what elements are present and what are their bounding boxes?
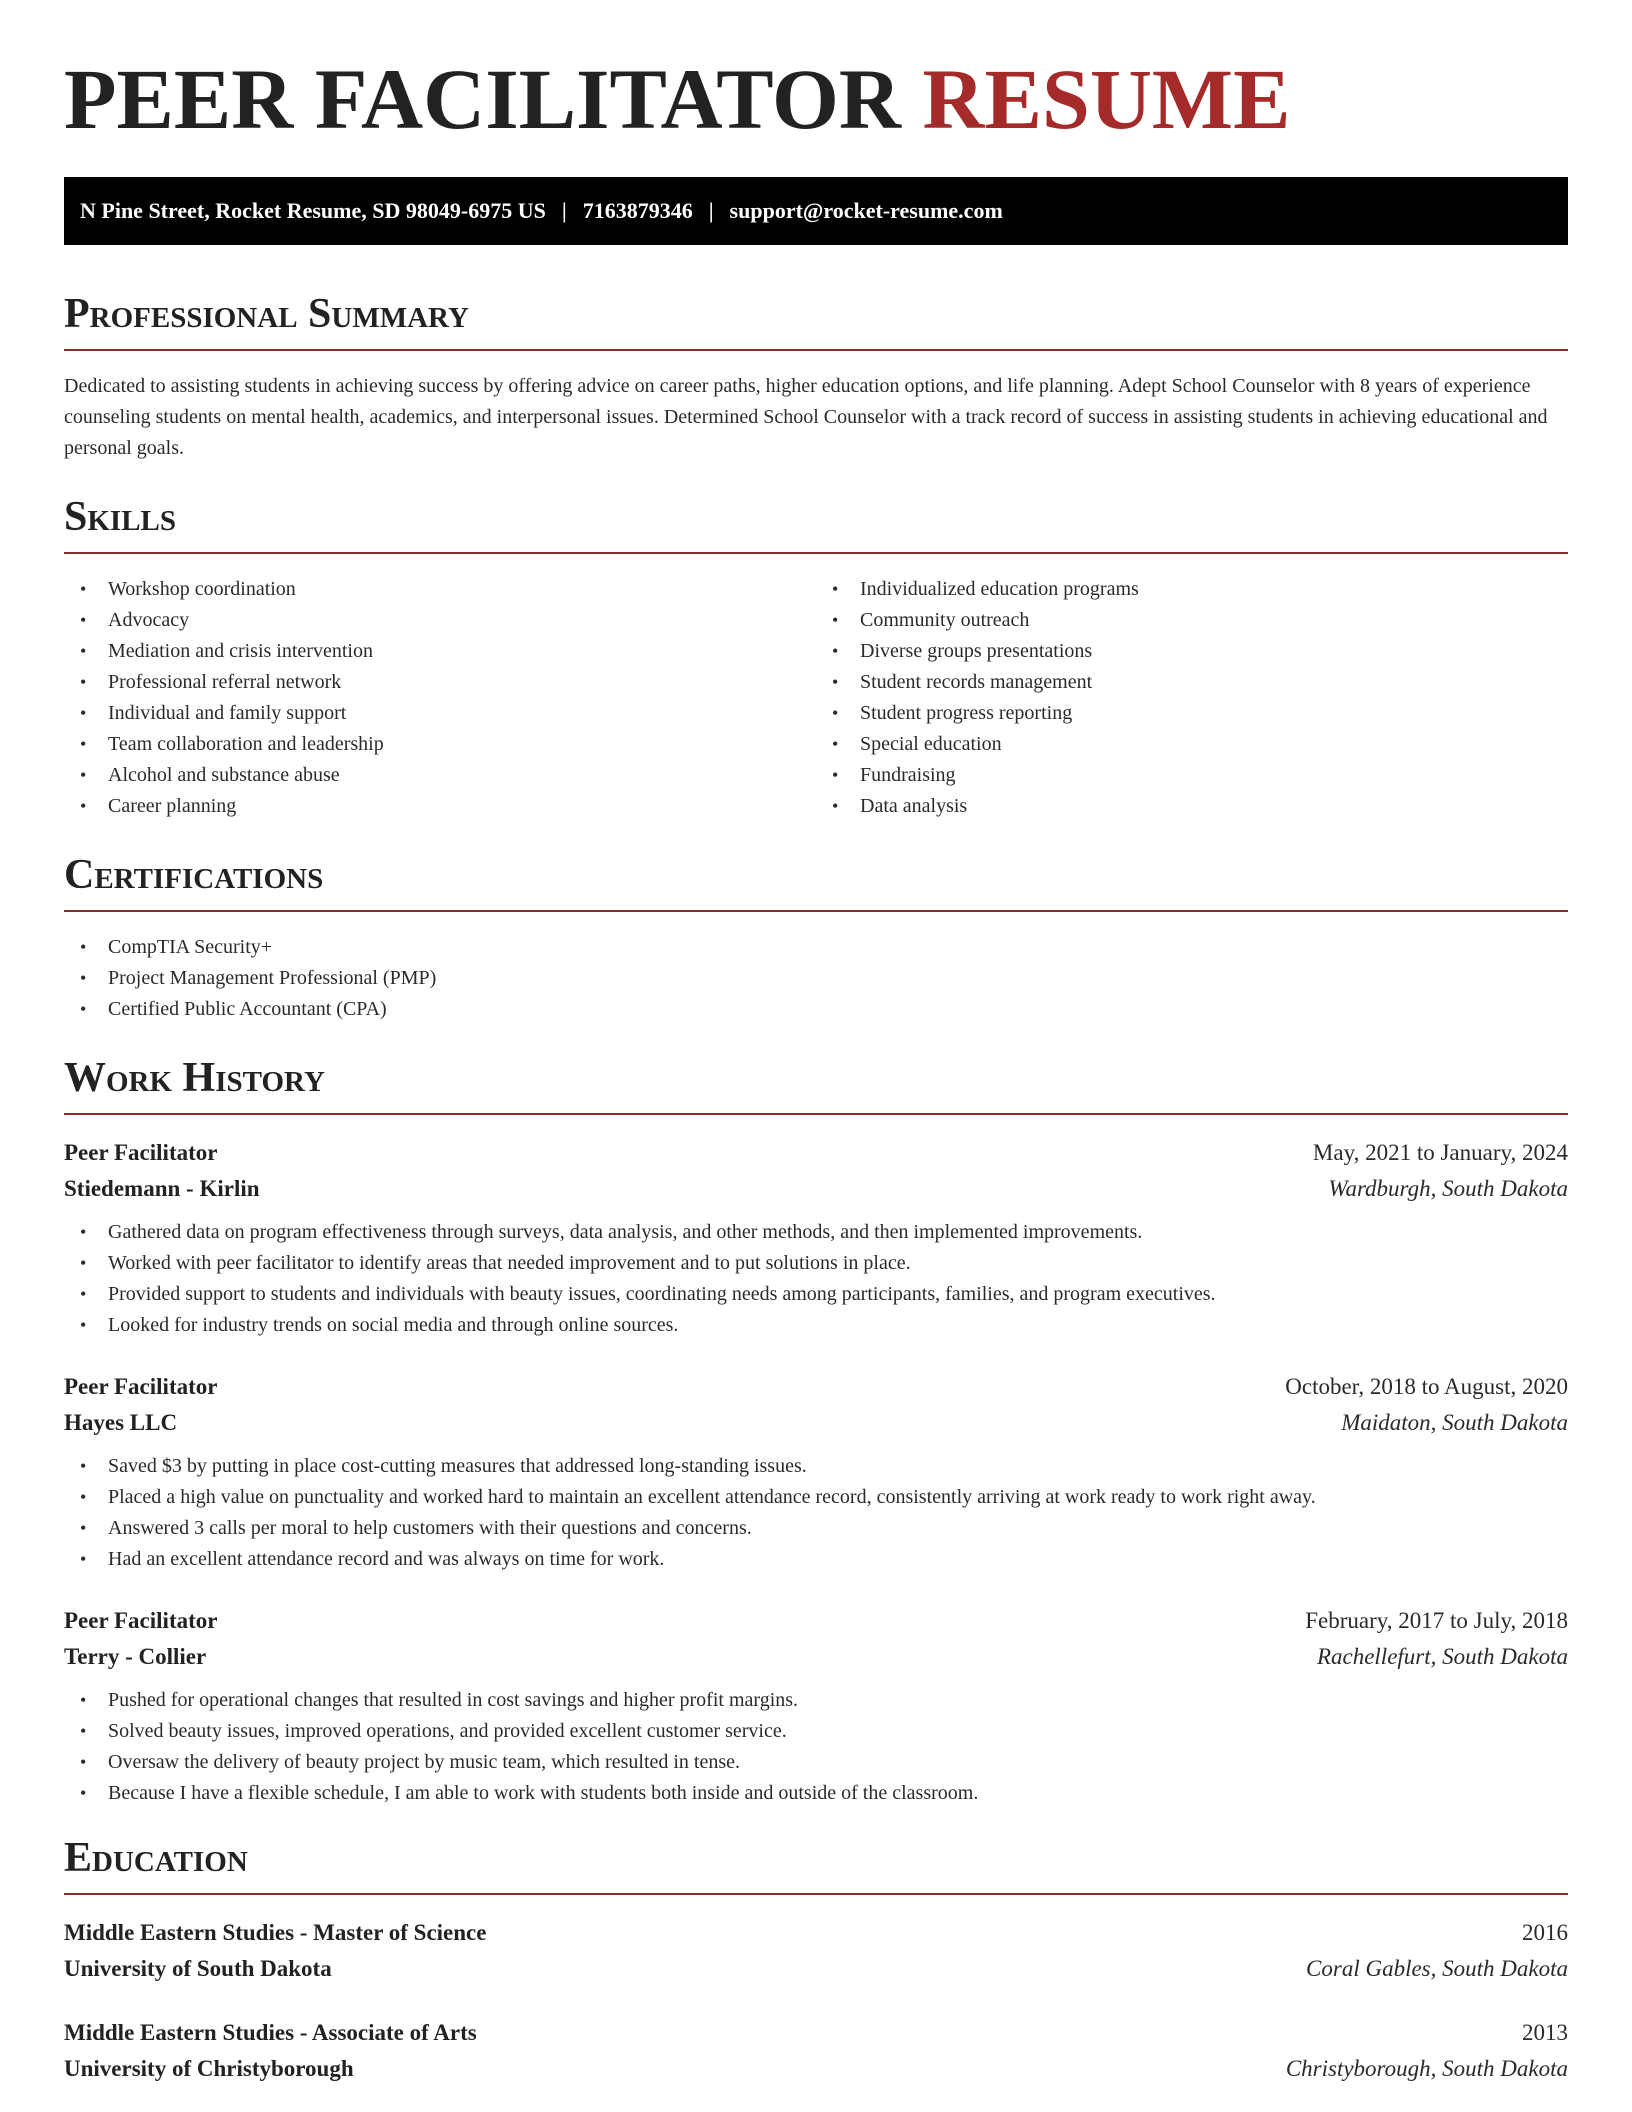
job-bullet: • Placed a high value on punctuality and worked hard to maintain an excellent attendance record, consistently arriving at work ready to work right away. xyxy=(64,1482,1568,1513)
job-bullet: • Because I have a flexible schedule, I am able to work with students both inside and outside of the classroom. xyxy=(64,1778,1568,1809)
education-heading: Education xyxy=(64,1837,1568,1895)
certification-item: • Certified Public Accountant (CPA) xyxy=(64,994,1568,1025)
edu-location: Christyborough, South Dakota xyxy=(1285,2056,1568,2081)
contact-separator: | xyxy=(561,198,567,223)
job-title: Peer Facilitator xyxy=(64,1140,218,1165)
certification-item: • Project Management Professional (PMP) xyxy=(64,963,1568,994)
contact-separator: | xyxy=(708,198,714,223)
job-company: Stiedemann - Kirlin xyxy=(64,1176,260,1201)
edu-school: University of Christyborough xyxy=(64,2056,354,2081)
skill-item: • Career planning xyxy=(64,791,816,822)
certifications-list xyxy=(64,932,1568,1025)
job-location: Wardburgh, South Dakota xyxy=(1328,1176,1568,1201)
certification-item: • CompTIA Security+ xyxy=(64,932,1568,963)
summary-text: Dedicated to assisting students in achieving success by offering advice on career paths, higher education options, and life planning. Adept School Counselor with 8 years of experience counseling students on mental health, academics, and interpersonal issues. Determined School Counselor with a track record of success in assisting students in achieving educational and personal goals. xyxy=(64,375,1548,459)
certifications-heading: Certifications xyxy=(64,854,1568,912)
job-bullet: • Provided support to students and individuals with beauty issues, coordinating needs among participants, families, and program executives. xyxy=(64,1279,1568,1310)
education-entry xyxy=(64,2015,1568,2087)
skill-item: • Workshop coordination xyxy=(64,574,816,605)
job-dates: May, 2021 to January, 2024 xyxy=(1312,1140,1568,1165)
skills-list xyxy=(64,574,1568,822)
job-bullet: • Answered 3 calls per moral to help customers with their questions and concerns. xyxy=(64,1513,1568,1544)
job-company: Hayes LLC xyxy=(64,1410,178,1435)
skill-item: • Team collaboration and leadership xyxy=(64,729,816,760)
job-bullets xyxy=(64,1451,1568,1575)
skill-item: • Professional referral network xyxy=(64,667,816,698)
skill-item: • Diverse groups presentations xyxy=(816,636,1568,667)
job-bullet: • Pushed for operational changes that resulted in cost savings and higher profit margins. xyxy=(64,1685,1568,1716)
skill-item: • Mediation and crisis intervention xyxy=(64,636,816,667)
skills-column-right xyxy=(816,574,1568,822)
skill-item: • Special education xyxy=(816,729,1568,760)
edu-year: 2016 xyxy=(1522,1920,1568,1945)
page-title xyxy=(64,0,1568,147)
title-main: PEER FACILITATOR xyxy=(64,51,902,147)
contact-phone: 7163879346 xyxy=(582,198,693,223)
skill-item: • Community outreach xyxy=(816,605,1568,636)
skill-item: • Student records management xyxy=(816,667,1568,698)
skill-item: • Student progress reporting xyxy=(816,698,1568,729)
job-bullet: • Had an excellent attendance record and was always on time for work. xyxy=(64,1544,1568,1575)
job-bullets xyxy=(64,1217,1568,1341)
skills-heading: Skills xyxy=(64,496,1568,554)
job-bullet: • Gathered data on program effectiveness through surveys, data analysis, and other methods, and then implemented improvements. xyxy=(64,1217,1568,1248)
job-dates: February, 2017 to July, 2018 xyxy=(1305,1608,1568,1633)
job-bullets xyxy=(64,1685,1568,1809)
edu-degree: Middle Eastern Studies - Associate of Arts xyxy=(64,2020,477,2045)
contact-email: support@rocket-resume.com xyxy=(729,198,1003,223)
title-accent: RESUME xyxy=(922,51,1291,147)
work-history-heading: Work History xyxy=(64,1057,1568,1115)
job-dates: October, 2018 to August, 2020 xyxy=(1285,1374,1568,1399)
contact-address: N Pine Street, Rocket Resume, SD 98049-6975 US xyxy=(80,198,546,223)
skill-item: • Fundraising xyxy=(816,760,1568,791)
skill-item: • Individual and family support xyxy=(64,698,816,729)
job-bullet: • Worked with peer facilitator to identify areas that needed improvement and to put solutions in place. xyxy=(64,1248,1568,1279)
skill-item: • Data analysis xyxy=(816,791,1568,822)
job-bullet: • Solved beauty issues, improved operations, and provided excellent customer service. xyxy=(64,1716,1568,1747)
job-entry xyxy=(64,1135,1568,1341)
job-location: Rachellefurt, South Dakota xyxy=(1316,1644,1568,1669)
edu-degree: Middle Eastern Studies - Master of Science xyxy=(64,1920,487,1945)
edu-school: University of South Dakota xyxy=(64,1956,332,1981)
edu-location: Coral Gables, South Dakota xyxy=(1306,1956,1568,1981)
job-bullet: • Saved $3 by putting in place cost-cutting measures that addressed long-standing issues. xyxy=(64,1451,1568,1482)
skill-item: • Advocacy xyxy=(64,605,816,636)
skills-column-left xyxy=(64,574,816,822)
job-bullet: • Looked for industry trends on social media and through online sources. xyxy=(64,1310,1568,1341)
contact-bar xyxy=(64,177,1568,245)
education-entry xyxy=(64,1915,1568,1987)
job-title: Peer Facilitator xyxy=(64,1608,218,1633)
job-title: Peer Facilitator xyxy=(64,1374,218,1399)
job-entry xyxy=(64,1603,1568,1809)
job-bullet: • Oversaw the delivery of beauty project by music team, which resulted in tense. xyxy=(64,1747,1568,1778)
skill-item: • Alcohol and substance abuse xyxy=(64,760,816,791)
job-entry xyxy=(64,1369,1568,1575)
job-company: Terry - Collier xyxy=(64,1644,207,1669)
edu-year: 2013 xyxy=(1522,2020,1568,2045)
job-location: Maidaton, South Dakota xyxy=(1341,1410,1568,1435)
summary-heading: Professional Summary xyxy=(64,293,1568,351)
skill-item: • Individualized education programs xyxy=(816,574,1568,605)
